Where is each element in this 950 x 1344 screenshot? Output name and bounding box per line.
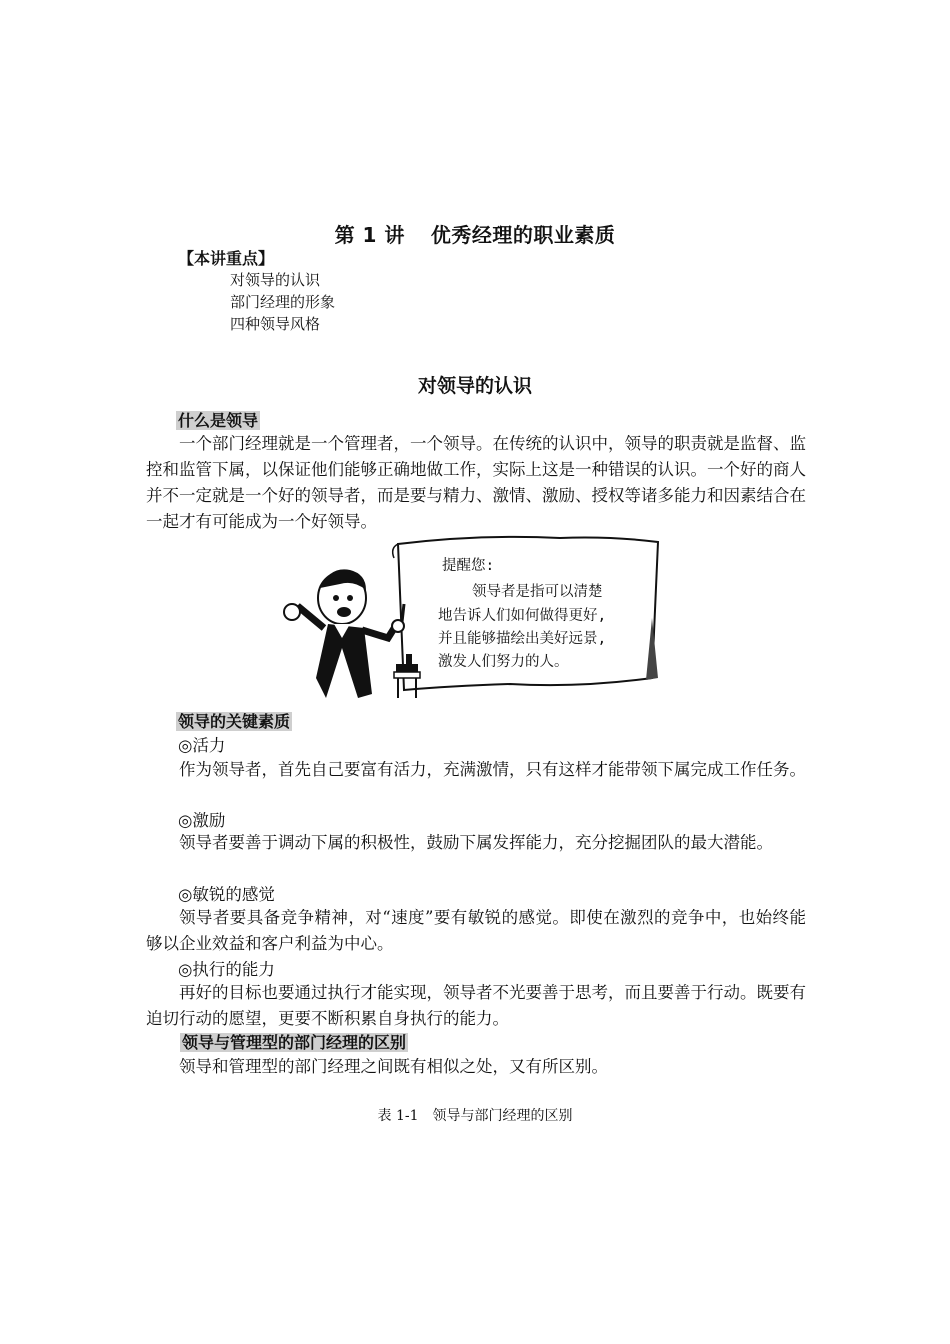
key-point-item: 部门经理的形象 — [230, 293, 336, 311]
section-title: 对领导的认识 — [417, 375, 532, 397]
quality-text: 领导者要善于调动下属的积极性，鼓励下属发挥能力，充分挖掘团队的最大潜能。 — [179, 833, 773, 852]
table-title: 领导与部门经理的区别 — [432, 1108, 573, 1124]
difference-heading — [180, 1030, 408, 1053]
heading-text: 领导的关键素质 — [178, 712, 291, 731]
quality-text: 作为领导者，首先自己要富有活力，充满激情，只有这样才能带领下属完成工作任务。 — [179, 760, 806, 779]
quality-text: 领导者要具备竞争精神，对“速度”要有敏锐的感觉。即使在激烈的竞争中，也始终能够以企业效益和客户利益为中心。 — [146, 908, 806, 953]
callout-line: 激发人们努力的人。 — [438, 654, 569, 670]
callout-line: 地告诉人们如何做得更好, — [438, 608, 607, 624]
callout-line: 领导者是指可以清楚 — [472, 584, 603, 600]
lecture-title — [0, 219, 950, 248]
cartoon-man-icon — [284, 569, 404, 698]
quality-label: ◎敏锐的感觉 — [178, 885, 275, 904]
leader-illustration — [280, 528, 670, 706]
what-is-leadership-paragraph: 一个部门经理就是一个管理者，一个领导。在传统的认识中，领导的职责就是监督、监控和监管下属，以保证他们能够正确地做工作，实际上这是一种错误的认识。一个好的商人并不一定就是一个好的领导者，而是要与精力、激情、激励、授权等诸多能力和因素结合在一起才有可能成为一个好领导。 — [146, 434, 806, 531]
quality-label: ◎激励 — [178, 811, 226, 830]
heading-text: 领导与管理型的部门经理的区别 — [182, 1033, 407, 1052]
difference-paragraph: 领导和管理型的部门经理之间既有相似之处，又有所区别。 — [179, 1057, 608, 1076]
lecture-name: 优秀经理的职业素质 — [430, 223, 616, 247]
what-is-leadership-heading — [176, 408, 260, 431]
callout-heading: 提醒您: — [442, 558, 495, 574]
key-point-item: 对领导的认识 — [230, 271, 321, 289]
table-caption — [0, 1105, 950, 1125]
quality-label: ◎执行的能力 — [178, 960, 275, 979]
quality-label: ◎活力 — [178, 736, 226, 755]
lecture-number: 第 1 讲 — [334, 223, 405, 247]
heading-text: 什么是领导 — [178, 411, 259, 430]
key-point-item: 四种领导风格 — [230, 315, 321, 333]
callout-line: 并且能够描绘出美好远景, — [438, 631, 607, 647]
key-qualities-heading — [176, 709, 292, 732]
table-number: 表 1-1 — [377, 1108, 419, 1124]
key-points-heading: 【本讲重点】 — [178, 249, 275, 268]
quality-text: 再好的目标也要通过执行才能实现，领导者不光要善于思考，而且要善于行动。既要有迫切行动的愿望，更要不断积累自身执行的能力。 — [146, 983, 806, 1028]
